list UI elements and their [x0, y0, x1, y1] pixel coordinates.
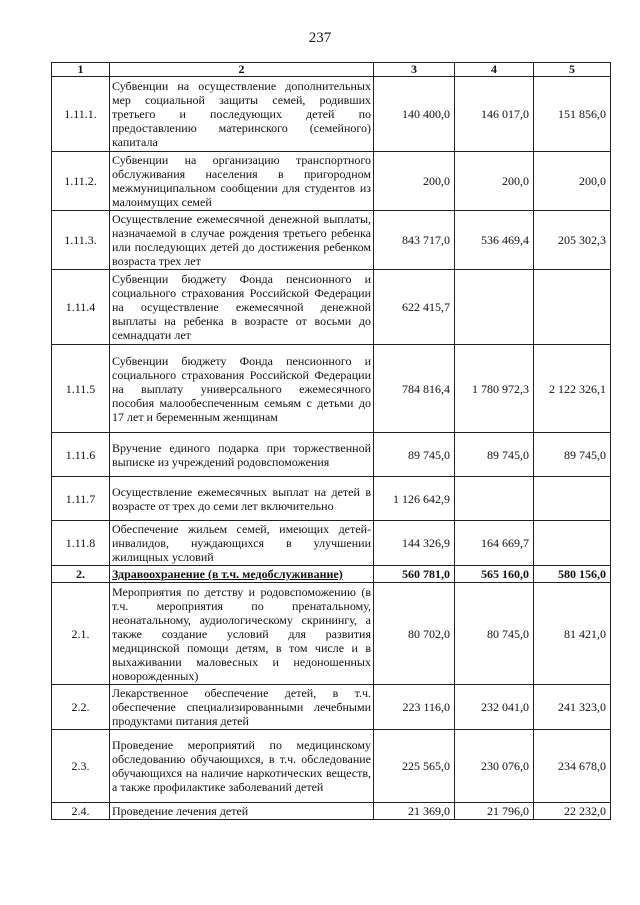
- row-description-cell: Осуществление ежемесячной денежной выплаты, назначаемой в случае рождения третьего ребенка или последующих детей до достижения ребенком возраста трех лет: [110, 211, 374, 270]
- row-value-col4-cell: 536 469,4: [455, 211, 534, 270]
- row-description-cell: Субвенции на осуществление дополнительных мер социальной защиты семей, родивших третьего и последующих детей по предоставлению материнского (семейного) капитала: [110, 77, 374, 152]
- row-number-cell: 1.11.8: [52, 521, 110, 566]
- row-value-col3-cell: 784 816,4: [374, 345, 455, 433]
- row-value-col4-cell: 232 041,0: [455, 685, 534, 730]
- row-value-col4-cell: 1 780 972,3: [455, 345, 534, 433]
- row-description-cell: Лекарственное обеспечение детей, в т.ч. обеспечение специализированными лечебными продуктами питания детей: [110, 685, 374, 730]
- budget-table: [51, 62, 611, 820]
- table-row: [52, 685, 611, 730]
- row-value-col5-cell: 2 122 326,1: [534, 345, 611, 433]
- row-value-col4-cell: 200,0: [455, 152, 534, 211]
- row-number-cell: 2.: [52, 566, 110, 583]
- row-number-cell: 1.11.6: [52, 433, 110, 477]
- row-number-cell: 1.11.7: [52, 477, 110, 521]
- table-row: [52, 730, 611, 803]
- row-value-col5-cell: 22 232,0: [534, 803, 611, 820]
- row-value-col4-cell: [455, 270, 534, 345]
- header-col-5: 5: [534, 63, 611, 77]
- row-value-col3-cell: 843 717,0: [374, 211, 455, 270]
- row-value-col3-cell: 1 126 642,9: [374, 477, 455, 521]
- row-value-col5-cell: 580 156,0: [534, 566, 611, 583]
- row-value-col5-cell: 89 745,0: [534, 433, 611, 477]
- row-value-col4-cell: 89 745,0: [455, 433, 534, 477]
- header-col-3: 3: [374, 63, 455, 77]
- table-row: [52, 211, 611, 270]
- row-number-cell: 2.4.: [52, 803, 110, 820]
- row-value-col5-cell: 241 323,0: [534, 685, 611, 730]
- table-row: [52, 583, 611, 685]
- table-row: [52, 77, 611, 152]
- row-description-cell: Субвенции бюджету Фонда пенсионного и социального страхования Российской Федерации на осуществление ежемесячной денежной выплаты на ребенка в возрасте от восьми до семнадцати лет: [110, 270, 374, 345]
- row-value-col5-cell: 200,0: [534, 152, 611, 211]
- row-description-cell: Проведение мероприятий по медицинскому обследованию обучающихся, в т.ч. обследование обучающихся на наличие наркотических веществ, а также профилактике заболеваний детей: [110, 730, 374, 803]
- table-row: [52, 433, 611, 477]
- table-row: [52, 345, 611, 433]
- row-value-col5-cell: [534, 521, 611, 566]
- row-description-cell: Субвенции бюджету Фонда пенсионного и социального страхования Российской Федерации на выплату универсального ежемесячного пособия малообеспеченным семьям с детьми до 17 лет и беременным женщинам: [110, 345, 374, 433]
- row-value-col3-cell: 80 702,0: [374, 583, 455, 685]
- row-value-col5-cell: 234 678,0: [534, 730, 611, 803]
- row-value-col3-cell: 200,0: [374, 152, 455, 211]
- row-number-cell: 2.2.: [52, 685, 110, 730]
- table-row: [52, 152, 611, 211]
- row-description-cell: Мероприятия по детству и родовспоможению (в т.ч. мероприятия по пренатальному, неонатальному, аудиологическому скринингу, а также создание условий для развития медицинской помощи детям, в том числе и в выхаживании маловесных и недоношенных новорожденных): [110, 583, 374, 685]
- table-row: [52, 566, 611, 583]
- header-col-1: 1: [52, 63, 110, 77]
- row-value-col4-cell: [455, 477, 534, 521]
- row-value-col4-cell: 21 796,0: [455, 803, 534, 820]
- row-value-col3-cell: 622 415,7: [374, 270, 455, 345]
- row-number-cell: 1.11.4: [52, 270, 110, 345]
- row-number-cell: 2.3.: [52, 730, 110, 803]
- row-number-cell: 1.11.3.: [52, 211, 110, 270]
- row-value-col3-cell: 140 400,0: [374, 77, 455, 152]
- table-body: [52, 77, 611, 820]
- row-number-cell: 1.11.2.: [52, 152, 110, 211]
- row-value-col5-cell: 205 302,3: [534, 211, 611, 270]
- row-value-col4-cell: 164 669,7: [455, 521, 534, 566]
- row-description-cell: Здравоохранение (в т.ч. медобслуживание): [110, 566, 374, 583]
- row-value-col3-cell: 225 565,0: [374, 730, 455, 803]
- header-col-4: 4: [455, 63, 534, 77]
- row-value-col4-cell: 80 745,0: [455, 583, 534, 685]
- table-row: [52, 521, 611, 566]
- page-number: 237: [308, 30, 332, 46]
- row-value-col4-cell: 230 076,0: [455, 730, 534, 803]
- row-value-col3-cell: 223 116,0: [374, 685, 455, 730]
- row-value-col3-cell: 560 781,0: [374, 566, 455, 583]
- row-value-col5-cell: [534, 270, 611, 345]
- row-number-cell: 1.11.1.: [52, 77, 110, 152]
- row-value-col3-cell: 144 326,9: [374, 521, 455, 566]
- row-value-col4-cell: 146 017,0: [455, 77, 534, 152]
- row-value-col5-cell: [534, 477, 611, 521]
- row-number-cell: 1.11.5: [52, 345, 110, 433]
- row-description-cell: Осуществление ежемесячных выплат на детей в возрасте от трех до семи лет включительно: [110, 477, 374, 521]
- table-row: [52, 803, 611, 820]
- header-col-2: 2: [110, 63, 374, 77]
- row-value-col5-cell: 81 421,0: [534, 583, 611, 685]
- row-value-col3-cell: 21 369,0: [374, 803, 455, 820]
- row-description-cell: Вручение единого подарка при торжественной выписке из учреждений родовспоможения: [110, 433, 374, 477]
- table-row: [52, 270, 611, 345]
- row-value-col5-cell: 151 856,0: [534, 77, 611, 152]
- row-value-col4-cell: 565 160,0: [455, 566, 534, 583]
- table-row: [52, 477, 611, 521]
- table-header-row: [52, 63, 611, 77]
- row-description-cell: Обеспечение жильем семей, имеющих детей-инвалидов, нуждающихся в улучшении жилищных условий: [110, 521, 374, 566]
- row-description-cell: Субвенции на организацию транспортного обслуживания населения в пригородном межмуниципальном сообщении для студентов из малоимущих семей: [110, 152, 374, 211]
- row-value-col3-cell: 89 745,0: [374, 433, 455, 477]
- row-description-cell: Проведение лечения детей: [110, 803, 374, 820]
- row-number-cell: 2.1.: [52, 583, 110, 685]
